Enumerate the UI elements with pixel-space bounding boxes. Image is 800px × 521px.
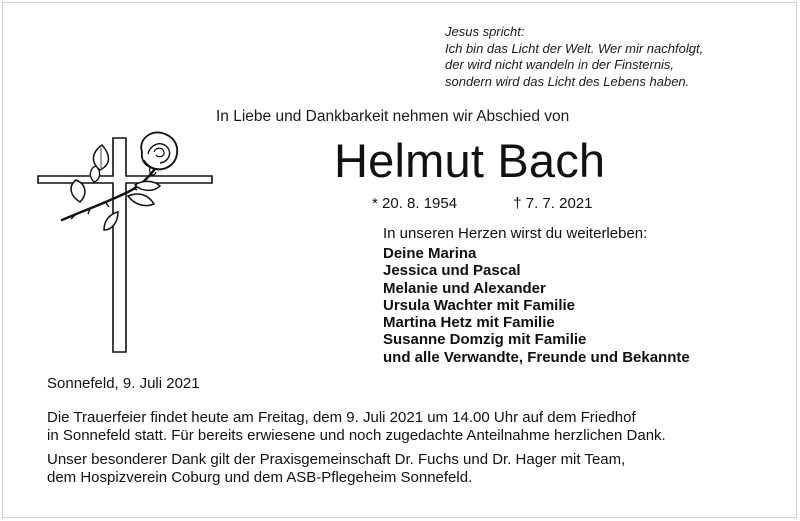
- ceremony-notice: [47, 409, 666, 445]
- bible-quote: [445, 24, 785, 90]
- mourner-item: Jessica und Pascal: [383, 262, 521, 280]
- cross-with-rose-icon: [30, 130, 230, 360]
- death-date: † 7. 7. 2021: [513, 195, 593, 212]
- farewell-intro: In Liebe und Dankbarkeit nehmen wir Abschied von: [216, 108, 570, 125]
- mourners-list: [383, 245, 690, 366]
- mourner-item: Ursula Wachter mit Familie: [383, 296, 575, 314]
- ceremony-line: in Sonnefeld statt. Für bereits erwiesene und noch zugedachte Anteilnahme herzlichen Dank.: [47, 427, 666, 444]
- mourner-item: Deine Marina: [383, 245, 477, 262]
- birth-date: * 20. 8. 1954: [372, 195, 458, 212]
- deceased-name: Helmut Bach: [334, 134, 606, 187]
- life-dates: [372, 195, 592, 212]
- quote-line: Ich bin das Licht der Welt. Wer mir nachfolgt,: [445, 40, 704, 56]
- mourner-item: Melanie und Alexander: [383, 279, 546, 297]
- quote-line: sondern wird das Licht des Lebens haben.: [445, 73, 690, 89]
- mourner-item: Susanne Domzig mit Familie: [383, 331, 587, 349]
- quote-line: Jesus spricht:: [445, 24, 525, 39]
- thanks-notice: [47, 451, 625, 487]
- memory-line: In unseren Herzen wirst du weiterleben:: [383, 225, 648, 242]
- mourner-item: Martina Hetz mit Familie: [383, 314, 555, 332]
- ceremony-line: Die Trauerfeier findet heute am Freitag, dem 9. Juli 2021 um 14.00 Uhr auf dem Friedhof: [47, 409, 636, 426]
- place-and-date: Sonnefeld, 9. Juli 2021: [47, 375, 200, 392]
- thanks-line: Unser besonderer Dank gilt der Praxisgemeinschaft Dr. Fuchs und Dr. Hager mit Team,: [47, 451, 626, 468]
- quote-line: der wird nicht wandeln in der Finsternis,: [445, 57, 675, 72]
- thanks-line: dem Hospizverein Coburg und dem ASB-Pflegeheim Sonnefeld.: [47, 469, 473, 486]
- mourner-item: und alle Verwandte, Freunde und Bekannte: [383, 348, 690, 366]
